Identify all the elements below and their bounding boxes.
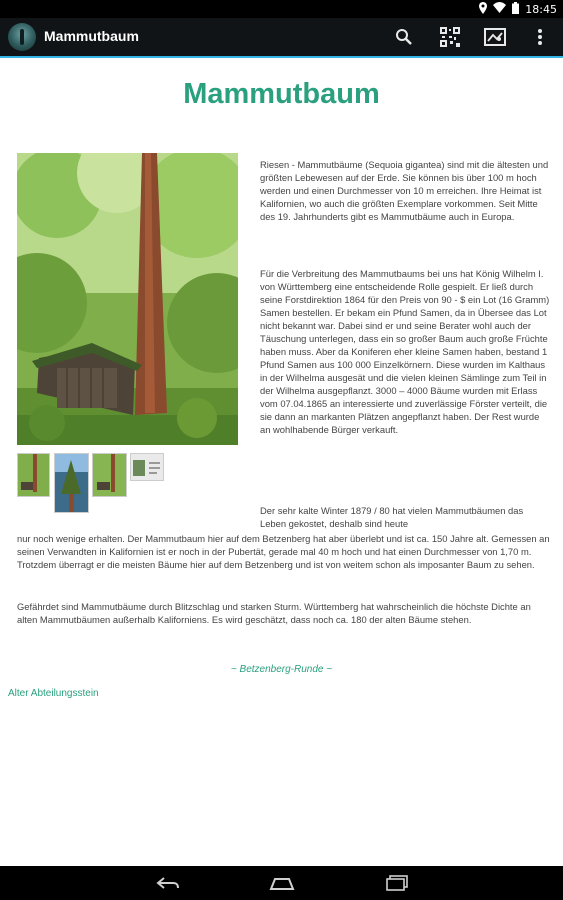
thumbnail-2[interactable] [54, 453, 89, 513]
app-icon[interactable] [8, 23, 36, 51]
article-paragraph-4: nur noch wenige erhalten. Der Mammutbaum hier auf dem Betzenberg hat aber überlebt und ist ca. 150 Jahre alt. Gemessen an seinen Verwandten in Kalifornien ist er noch in der Pubertät, gerade mal 40 m hoch und hat einen Durchmesser von 1,70 m. Trotzdem überragt er die meisten Bäume hier auf dem Betzenberg und ist von weitem schon als imposanter Baum zu sehen. [17, 533, 550, 570]
location-icon [479, 2, 487, 17]
navigation-bar [0, 866, 563, 900]
article-content [0, 58, 563, 866]
thumbnail-4[interactable] [130, 453, 164, 481]
next-station-link[interactable]: Alter Abteilungsstein [8, 688, 99, 699]
wifi-icon [493, 2, 506, 16]
article-paragraph-1: Riesen - Mammutbäume (Sequoia gigantea) sind mit die ältesten und größten Lebewesen auf der Erde. Sie können bis über 100 m hoch werden und einen Durchmesser von 10 m erreichen. Ihre Heimat ist Kalifornien, wo auch die größten Exemplare vorkommen. Seit Mitte des 19. Jahrhunderts gibt es Mammutbäume auch in Europa. [260, 159, 549, 222]
article-paragraph-3: Der sehr kalte Winter 1879 / 80 hat vielen Mammutbäumen das Leben gekostet, deshalb sind heute [260, 505, 524, 529]
app-title: Mammutbaum [44, 28, 139, 44]
thumbnail-1[interactable] [17, 453, 50, 497]
search-icon[interactable] [393, 26, 415, 48]
qr-code-icon[interactable] [439, 26, 461, 48]
overflow-menu-icon[interactable] [529, 26, 551, 48]
status-time: 18:45 [525, 2, 557, 16]
tour-link[interactable]: ~ Betzenberg-Runde ~ [230, 664, 333, 675]
sequoia-photo[interactable] [17, 153, 238, 445]
article-paragraph-5: Gefährdet sind Mammutbäume durch Blitzschlag und starken Sturm. Württemberg hat wahrscheinlich die höchste Dichte an alten Mammutbäumen außerhalb Kaliforniens. Es wird geschätzt, dass noch ca. 180 der alten Bäume stehen. [17, 601, 531, 625]
action-bar [0, 18, 563, 58]
status-bar [0, 0, 563, 18]
recent-apps-icon[interactable] [379, 872, 415, 894]
article-paragraph-2: Für die Verbreitung des Mammutbaums bei uns hat König Wilhelm I. von Württemberg eine entscheidende Rolle gespielt. Er ließ durch seine Forstdirektion 1864 für den Preis von 90 - $ ein Lot (16 Gramm) Samen bestellen. Er bekam ein Pfund Samen, da in Übersee das Lot nicht bekannt war. Dabei sind er und seine Berater wohl auch der Täuschung unterlegen, dass ein so großer Baum auch große Früchte haben muss. Aber da Koniferen eher kleine Samen haben, bestand 1 Pfund Samen aus 100 000 Einzelkörnern. Diese wurden im Kalthaus in der Wilhelma ausgesät und die vielen kleinen Sämlinge zum Teil in der Wilhelma ausgepflanzt. 3000 – 4000 Bäume wurden mit Erlass vom 07.04.1865 an interessierte und zuverlässige Förster verteilt, die sie dann an markanten Plätzen angepflanzt haben. Der Rest wurde an wohlhabende Bürger verkauft. [260, 268, 550, 435]
photo-thumbnails [17, 453, 238, 513]
status-icons [479, 2, 557, 16]
map-icon[interactable] [484, 26, 506, 48]
home-icon[interactable] [264, 872, 300, 894]
back-icon[interactable] [150, 872, 186, 894]
page-title: Mammutbaum [183, 78, 380, 110]
battery-icon [512, 2, 519, 17]
thumbnail-3[interactable] [92, 453, 127, 497]
